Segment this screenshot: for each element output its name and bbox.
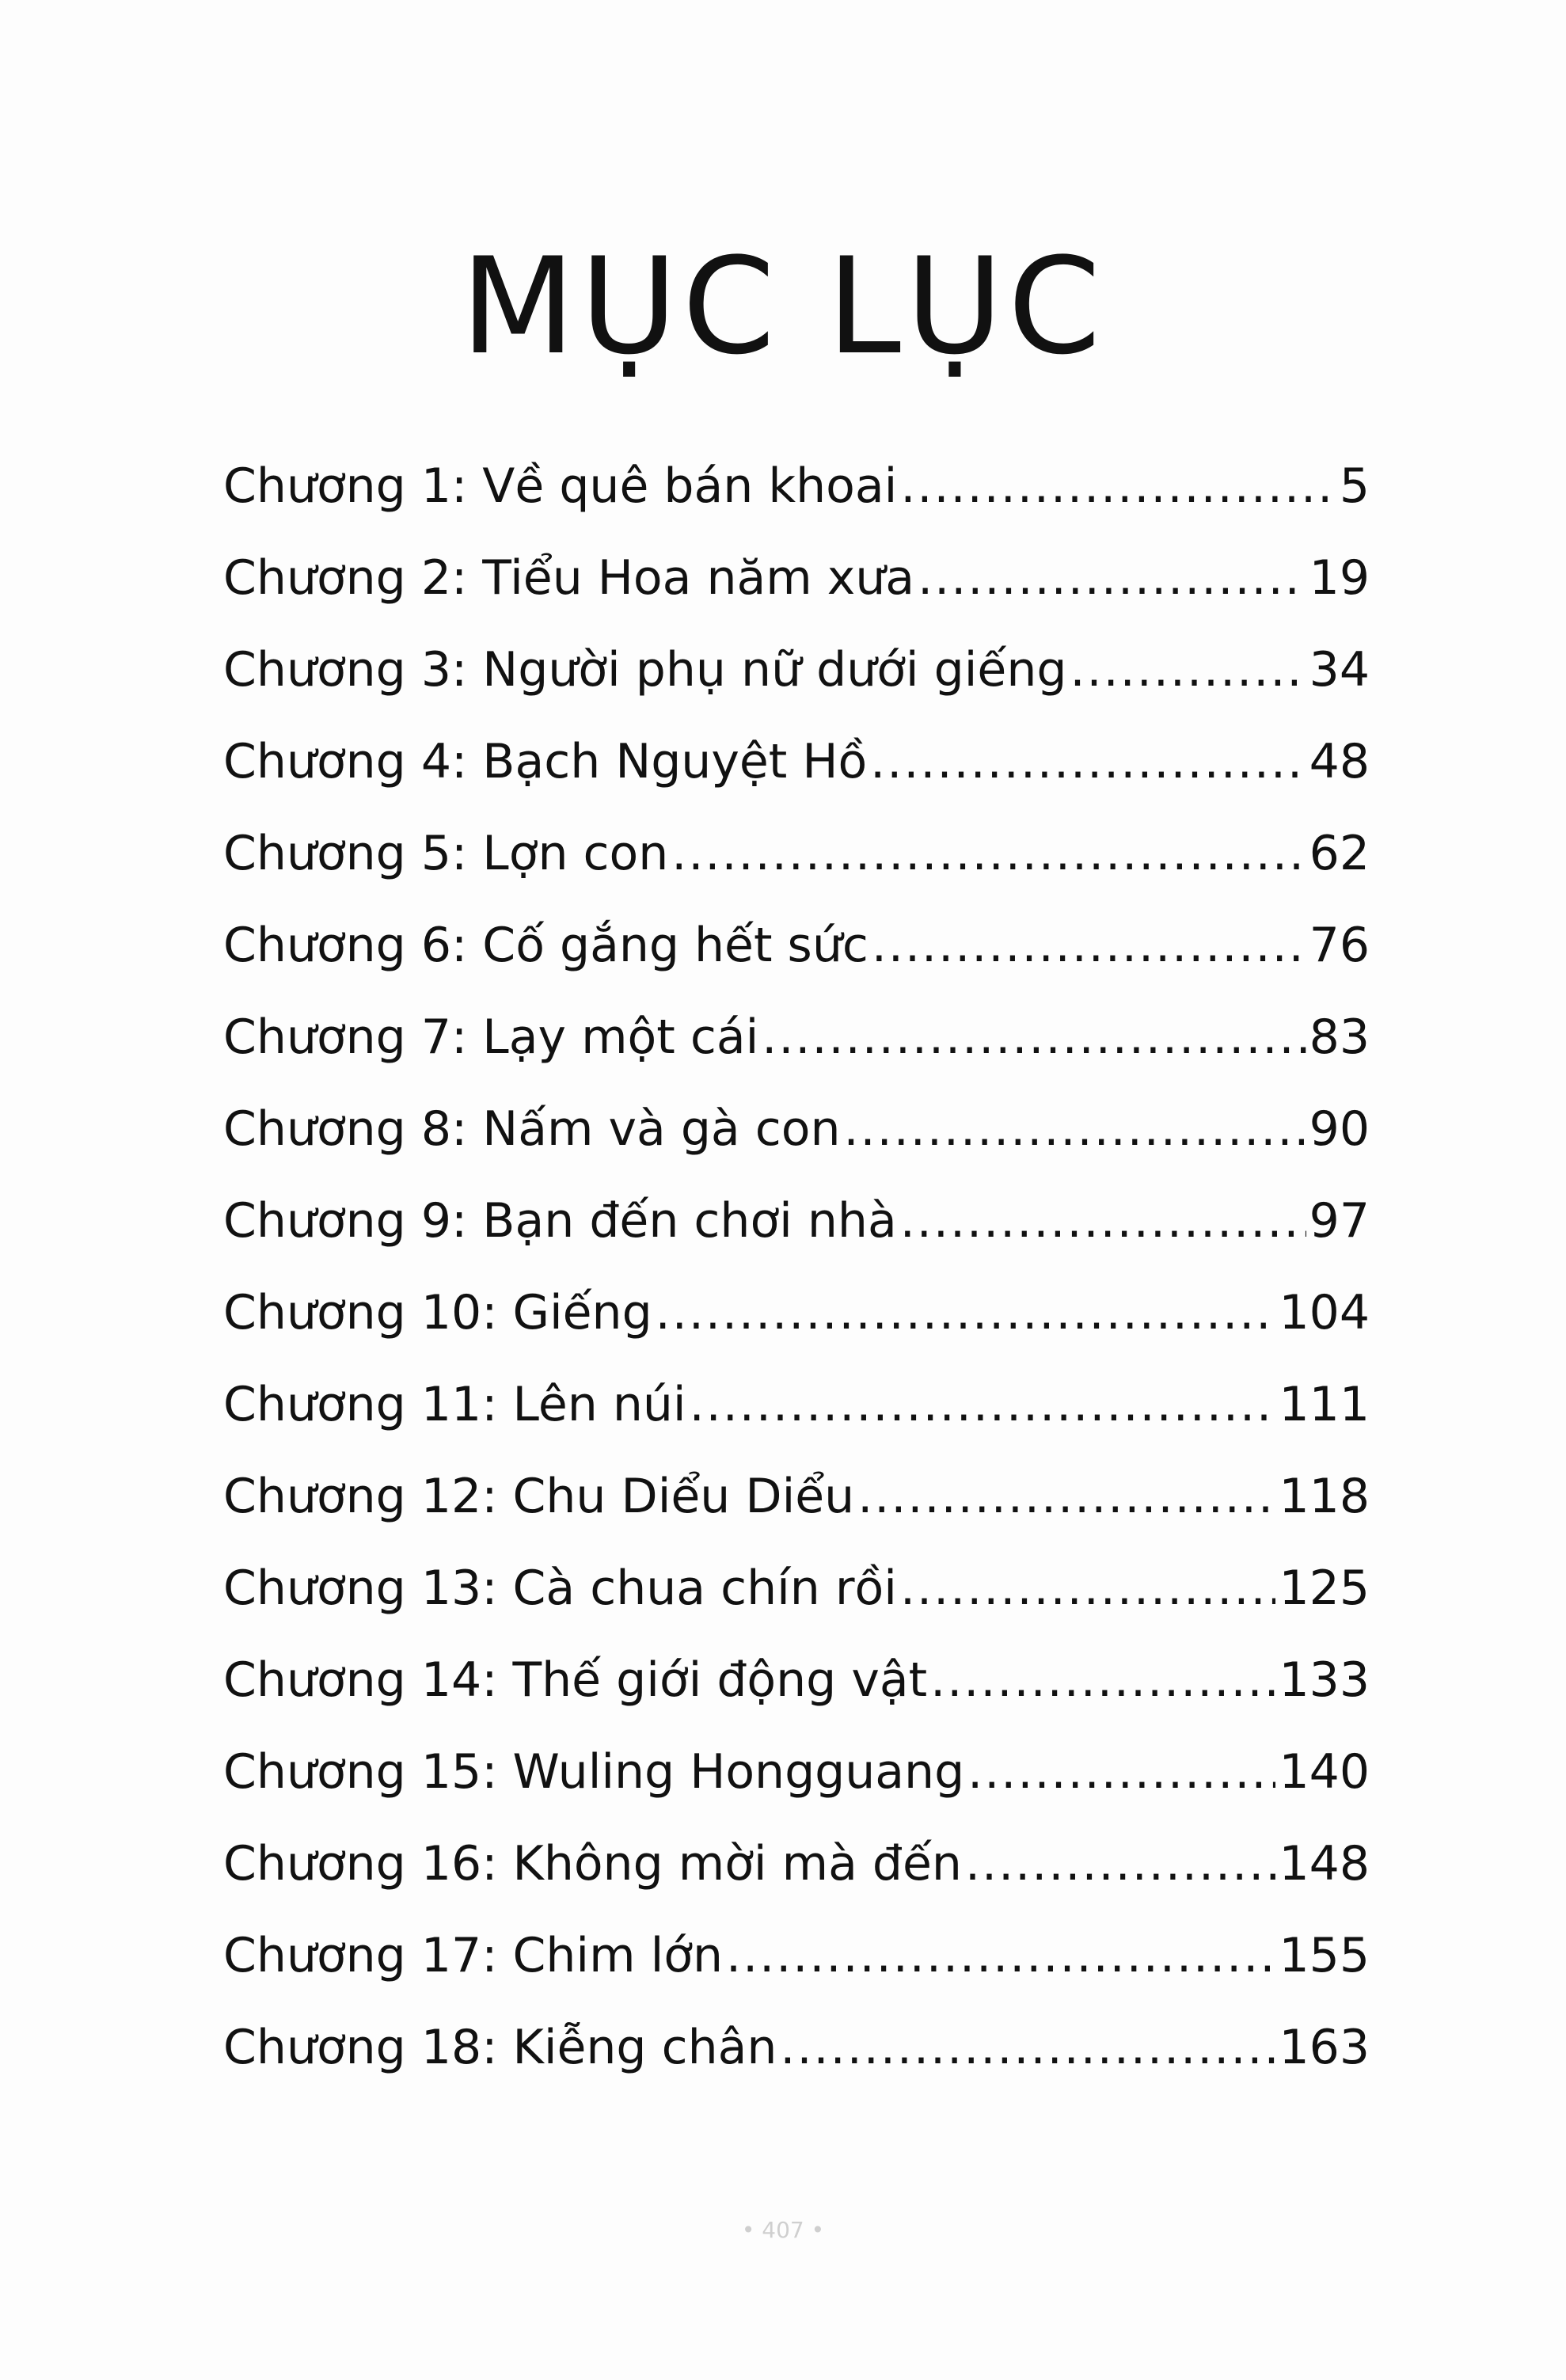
table-of-contents (223, 418, 1370, 2075)
toc-entry (223, 418, 1370, 514)
toc-entry (223, 1796, 1370, 1891)
toc-leader-dots (872, 922, 1306, 969)
toc-leader-dots (780, 2024, 1275, 2071)
toc-entry-label: Chương 2: Tiểu Hoa năm xưa (223, 550, 915, 606)
toc-entry (223, 694, 1370, 789)
toc-entry (223, 1245, 1370, 1340)
toc-entry-label: Chương 6: Cố gắng hết sức (223, 918, 869, 973)
toc-entry-label: Chương 14: Thế giới động vật (223, 1652, 928, 1708)
toc-entry-label: Chương 4: Bạch Nguyệt Hồ (223, 734, 868, 789)
toc-entry-label: Chương 13: Cà chua chín rồi (223, 1561, 897, 1616)
page-number-footer: • 407 • (741, 2217, 825, 2243)
toc-leader-dots (900, 1197, 1306, 1245)
toc-entry-page: 97 (1309, 1193, 1370, 1249)
toc-entry-page: 34 (1309, 642, 1370, 698)
toc-leader-dots (918, 554, 1306, 602)
toc-entry-page: 133 (1279, 1652, 1370, 1708)
toc-entry (223, 1612, 1370, 1708)
toc-leader-dots (843, 1105, 1306, 1153)
toc-leader-dots (690, 1381, 1276, 1428)
toc-entry-page: 76 (1309, 918, 1370, 973)
toc-entry-page: 104 (1279, 1285, 1370, 1340)
toc-entry (223, 602, 1370, 698)
toc-leader-dots (857, 1473, 1275, 1520)
toc-entry-label: Chương 18: Kiễng chân (223, 2020, 777, 2075)
toc-entry-page: 62 (1309, 826, 1370, 881)
toc-entry-label: Chương 17: Chim lớn (223, 1928, 723, 1983)
toc-entry (223, 1061, 1370, 1157)
toc-leader-dots (671, 830, 1306, 877)
toc-entry (223, 1979, 1370, 2075)
toc-entry-label: Chương 11: Lên núi (223, 1377, 686, 1432)
toc-entry-page: 118 (1279, 1469, 1370, 1524)
toc-leader-dots (1070, 646, 1306, 694)
toc-entry-label: Chương 9: Bạn đến chơi nhà (223, 1193, 897, 1249)
toc-entry-label: Chương 10: Giếng (223, 1285, 652, 1340)
toc-leader-dots (900, 462, 1336, 510)
toc-leader-dots (726, 1932, 1275, 1979)
toc-entry (223, 785, 1370, 881)
toc-entry (223, 1153, 1370, 1249)
toc-entry-label: Chương 12: Chu Diểu Diểu (223, 1469, 855, 1524)
toc-entry-page: 148 (1279, 1836, 1370, 1891)
toc-entry (223, 510, 1370, 606)
toc-entry-label: Chương 5: Lợn con (223, 826, 669, 881)
toc-entry (223, 1704, 1370, 1800)
toc-entry (223, 969, 1370, 1065)
toc-entry-label: Chương 16: Không mời mà đến (223, 1836, 962, 1891)
toc-entry-label: Chương 15: Wuling Hongguang (223, 1744, 965, 1800)
toc-entry (223, 1520, 1370, 1616)
toc-leader-dots (870, 738, 1306, 785)
toc-entry (223, 1888, 1370, 1983)
toc-entry-page: 155 (1279, 1928, 1370, 1983)
toc-entry-page: 111 (1279, 1377, 1370, 1432)
toc-leader-dots (656, 1289, 1276, 1336)
toc-entry (223, 1336, 1370, 1432)
toc-leader-dots (900, 1564, 1276, 1612)
toc-entry-page: 140 (1279, 1744, 1370, 1800)
toc-entry-page: 83 (1309, 1009, 1370, 1065)
toc-entry-page: 5 (1339, 458, 1370, 514)
toc-entry-label: Chương 1: Về quê bán khoai (223, 458, 898, 514)
toc-leader-dots (930, 1656, 1275, 1704)
toc-entry-label: Chương 3: Người phụ nữ dưới giếng (223, 642, 1067, 698)
toc-entry-page: 19 (1309, 550, 1370, 606)
toc-entry-label: Chương 8: Nấm và gà con (223, 1101, 841, 1157)
toc-entry-page: 48 (1309, 734, 1370, 789)
toc-entry-label: Chương 7: Lạy một cái (223, 1009, 759, 1065)
toc-entry-page: 125 (1279, 1561, 1370, 1616)
toc-entry (223, 1428, 1370, 1524)
toc-leader-dots (967, 1748, 1275, 1796)
toc-leader-dots (965, 1840, 1276, 1888)
toc-entry-page: 90 (1309, 1101, 1370, 1157)
toc-entry (223, 877, 1370, 973)
page-title: MỤC LỤC (460, 228, 1106, 384)
toc-entry-page: 163 (1279, 2020, 1370, 2075)
toc-leader-dots (762, 1013, 1306, 1061)
